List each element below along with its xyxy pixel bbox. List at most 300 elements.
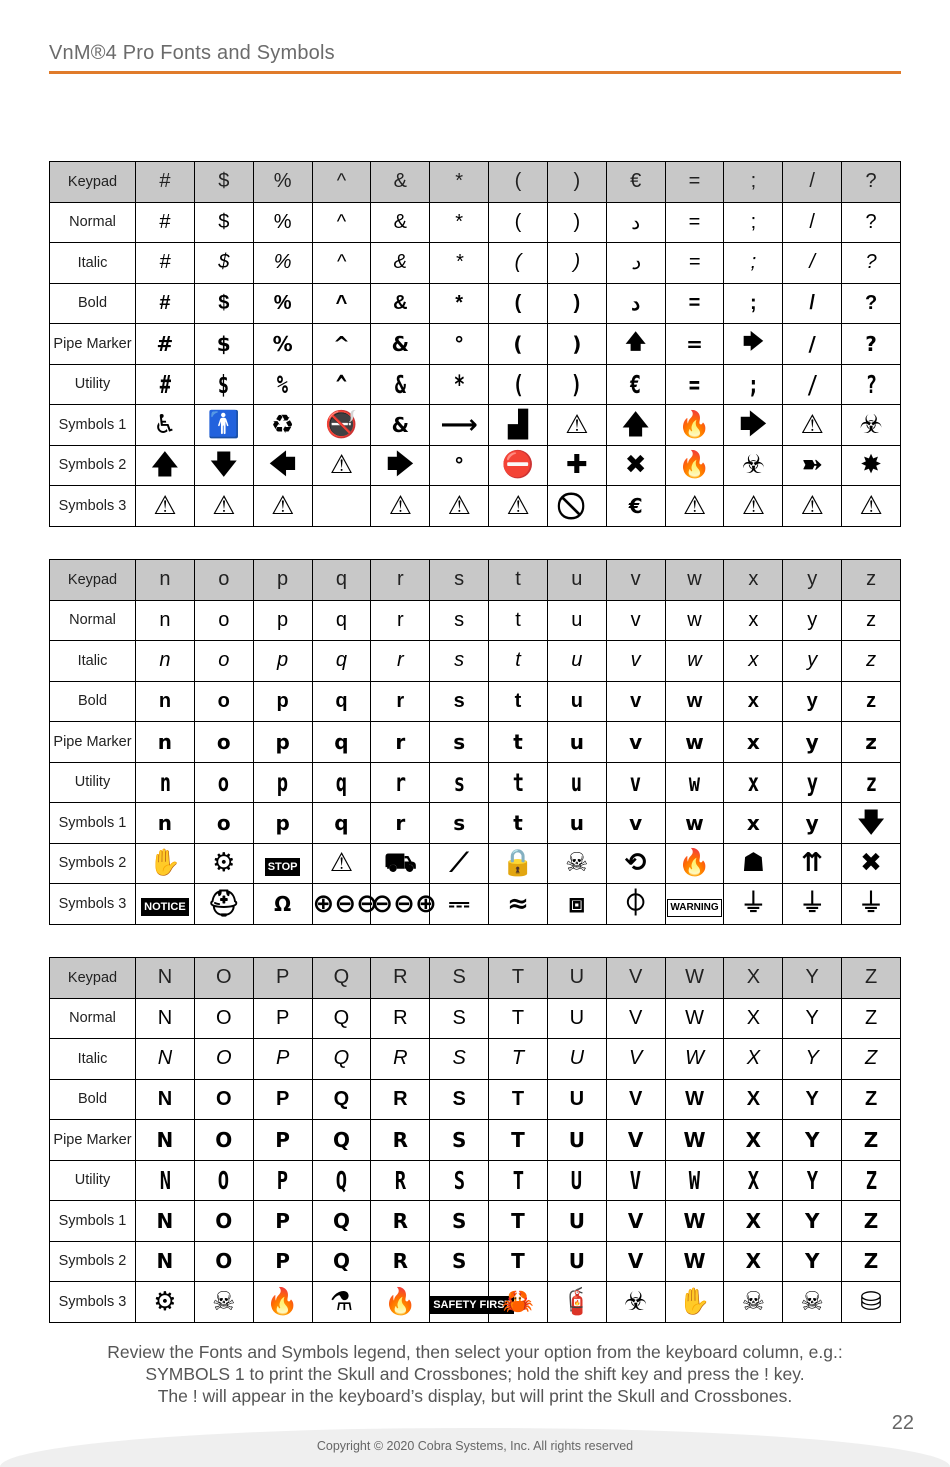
cell: X <box>724 1039 783 1080</box>
cell: x <box>724 681 783 722</box>
cell: W <box>665 1120 724 1161</box>
cell: Z <box>842 998 901 1039</box>
cell: ) <box>547 202 606 243</box>
cell: 🡅 <box>606 324 665 365</box>
arrow-up-icon: 🡅 <box>151 450 179 481</box>
first-aid-cross-icon: ✚ <box>565 450 588 481</box>
cell: R <box>371 1201 430 1242</box>
page-header-title: VnM®4 Pro Fonts and Symbols <box>49 42 335 64</box>
cell <box>194 843 253 884</box>
cell: u <box>547 641 606 682</box>
cell: 🡆 <box>724 324 783 365</box>
cell: & <box>371 324 430 365</box>
row-bold <box>50 1079 901 1120</box>
cell <box>724 884 783 925</box>
row-label: Symbols 3 <box>50 486 136 527</box>
cell: V <box>606 998 665 1039</box>
cell <box>547 1282 606 1323</box>
entanglement-icon: ⚙ <box>212 848 236 879</box>
cell: N <box>136 1120 195 1161</box>
row-label: Normal <box>50 600 136 641</box>
radio-warning-icon: ⚠ <box>212 490 236 521</box>
cell: S <box>430 958 489 999</box>
cell <box>136 1282 195 1323</box>
padlock-icon: 🔒 <box>501 848 535 879</box>
cell: s <box>430 722 489 763</box>
cell: O <box>194 958 253 999</box>
row-normal <box>50 202 901 243</box>
row-label: Bold <box>50 681 136 722</box>
cell <box>547 445 606 486</box>
header-rule <box>49 71 901 74</box>
arrow-up-icon: 🡅 <box>622 409 650 440</box>
cell: Q <box>312 1201 371 1242</box>
cell: S <box>430 998 489 1039</box>
ac-icon: ≈ <box>507 888 529 919</box>
cell: P <box>253 1039 312 1080</box>
flammable-square-icon: 🔥 <box>266 1286 299 1317</box>
cell: € <box>606 162 665 203</box>
cell <box>253 405 312 446</box>
cell: Z <box>842 1201 901 1242</box>
row-sym1 <box>50 803 901 844</box>
row-label: Symbols 1 <box>50 405 136 446</box>
cell: & <box>371 243 430 284</box>
cell: ( <box>489 202 548 243</box>
cell: R <box>371 958 430 999</box>
fire-exit-arrow-icon: ➽ <box>801 450 824 481</box>
cell: R <box>378 1160 422 1201</box>
flammable-warning-icon: ⚠ <box>800 490 824 521</box>
symbols-table-uppercase <box>49 957 901 1323</box>
cell: ; <box>731 364 775 405</box>
cell <box>371 445 430 486</box>
cell: y <box>783 681 842 722</box>
cell <box>136 843 195 884</box>
irritant-x-icon: ✖ <box>860 848 882 879</box>
cell: X <box>724 958 783 999</box>
cell: p <box>253 803 312 844</box>
cell: q <box>312 600 371 641</box>
cell <box>489 445 548 486</box>
cell: Q <box>312 1241 371 1282</box>
cell: & <box>371 202 430 243</box>
cell: ^ <box>312 162 371 203</box>
arrow-down-icon: 🡇 <box>210 450 238 481</box>
cell: o <box>194 681 253 722</box>
arrow-right-icon: 🡆 <box>386 450 414 481</box>
cell: W <box>665 1241 724 1282</box>
cell: R <box>371 1241 430 1282</box>
cell: t <box>489 560 548 601</box>
cell: x <box>731 762 775 803</box>
cell: V <box>606 1039 665 1080</box>
cell <box>547 486 606 527</box>
cell: ( <box>489 324 548 365</box>
long-arrow-right-icon: ⟶ <box>440 409 478 440</box>
cell <box>194 405 253 446</box>
cell: S <box>430 1039 489 1080</box>
biohazard-icon: ☣ <box>741 450 766 481</box>
cell: N <box>143 1160 187 1201</box>
cell: P <box>253 1201 312 1242</box>
cell <box>312 1282 371 1323</box>
cell: Y <box>783 1120 842 1161</box>
corrosive-warning-icon: ⚠ <box>682 490 707 521</box>
cell: ? <box>842 202 901 243</box>
row-italic <box>50 243 901 284</box>
cell <box>665 884 724 925</box>
cell <box>194 884 253 925</box>
cell: t <box>489 803 548 844</box>
cell: u <box>555 762 599 803</box>
cell <box>783 486 842 527</box>
arrow-down-icon: 🡇 <box>857 807 885 838</box>
cell: p <box>253 681 312 722</box>
cell <box>136 405 195 446</box>
cell: T <box>489 1079 548 1120</box>
warning-triangle-icon: ⚠ <box>800 409 824 440</box>
corrosive-icon: ⚠ <box>329 450 354 481</box>
cell: U <box>547 998 606 1039</box>
biohazard-circle-icon: ☣ <box>624 1286 648 1317</box>
cell: u <box>547 803 606 844</box>
hand-crush-icon: ✋ <box>148 848 182 879</box>
cell: t <box>489 600 548 641</box>
cell: / <box>783 202 842 243</box>
cell: # <box>136 243 195 284</box>
cell: ) <box>547 324 606 365</box>
cell: T <box>489 1120 548 1161</box>
earth-circle-icon: ⏚ <box>858 888 885 919</box>
cell: N <box>136 998 195 1039</box>
cell <box>430 486 489 527</box>
cell: T <box>496 1160 540 1201</box>
cell <box>606 405 665 446</box>
cell: / <box>783 243 842 284</box>
cell: Z <box>842 1241 901 1282</box>
cell: % <box>261 364 305 405</box>
cell <box>489 405 548 446</box>
notice-label: NOTICE <box>141 898 189 916</box>
cell <box>312 445 371 486</box>
cell: s <box>430 681 489 722</box>
cell: Z <box>842 958 901 999</box>
cell: W <box>665 1039 724 1080</box>
ground-icon: ⏚ <box>740 888 767 919</box>
cell <box>724 1282 783 1323</box>
arrow-left-icon: 🡄 <box>269 450 297 481</box>
cell <box>136 445 195 486</box>
cell <box>783 405 842 446</box>
explosive-icon: ✸ <box>860 450 882 481</box>
cell: % <box>253 202 312 243</box>
cell <box>312 843 371 884</box>
cell <box>665 405 724 446</box>
cell: y <box>783 560 842 601</box>
cell <box>665 1282 724 1323</box>
cell: U <box>555 1160 599 1201</box>
row-pipe <box>50 324 901 365</box>
cell: y <box>783 641 842 682</box>
cell: T <box>489 958 548 999</box>
cell: V <box>606 1241 665 1282</box>
cell: S <box>430 1241 489 1282</box>
cell <box>253 1282 312 1323</box>
row-label: Symbols 3 <box>50 1282 136 1323</box>
cell: r <box>371 722 430 763</box>
cell: & <box>371 405 430 446</box>
cell <box>194 1282 253 1323</box>
cell: X <box>731 1160 775 1201</box>
cell: v <box>606 681 665 722</box>
cell: ) <box>547 283 606 324</box>
cell <box>312 486 371 527</box>
cell: O <box>194 1201 253 1242</box>
cell: q <box>312 722 371 763</box>
cell: w <box>665 560 724 601</box>
cell <box>371 884 437 925</box>
skull-crossbones-icon: ☠ <box>212 1286 236 1317</box>
cell: w <box>665 803 724 844</box>
fire-extinguisher-icon: 🧯 <box>560 1286 594 1317</box>
cell: / <box>783 162 842 203</box>
cell: # <box>136 324 195 365</box>
cell <box>783 1282 842 1323</box>
cell <box>842 445 901 486</box>
cell: V <box>606 1120 665 1161</box>
cell: # <box>143 364 187 405</box>
cell <box>430 1282 512 1323</box>
cell <box>724 843 783 884</box>
cell: Y <box>783 1241 842 1282</box>
row-label: Italic <box>50 243 136 284</box>
cell: t <box>489 681 548 722</box>
cell: % <box>253 324 312 365</box>
battery-series-icon: ⊕⊖⊖ <box>312 888 378 919</box>
row-italic <box>50 641 901 682</box>
cell: د <box>606 202 665 243</box>
cell: & <box>378 364 422 405</box>
cell: Z <box>849 1160 893 1201</box>
cell: Y <box>783 1039 842 1080</box>
this-way-up-icon: ⇈ <box>801 848 824 879</box>
cell: % <box>253 243 312 284</box>
cell <box>253 486 312 527</box>
cell <box>430 843 489 884</box>
cell: w <box>665 722 724 763</box>
cell <box>136 486 195 527</box>
static-warning-icon: ⚠ <box>388 490 412 521</box>
cell <box>842 405 901 446</box>
cell <box>842 803 901 844</box>
cell <box>842 884 901 925</box>
row-pipe <box>50 722 901 763</box>
fragile-hands-icon: ☗ <box>741 848 766 879</box>
cell <box>665 445 724 486</box>
cell: ^ <box>312 283 371 324</box>
cell <box>724 405 783 446</box>
cell: z <box>842 641 901 682</box>
cell: ° <box>430 324 489 365</box>
cell <box>489 843 548 884</box>
cell: & <box>371 283 430 324</box>
cell: € <box>606 486 665 527</box>
row-utility <box>50 1160 901 1201</box>
cell: T <box>489 1039 548 1080</box>
row-label: Bold <box>50 1079 136 1120</box>
entanglement-icon: ⚙ <box>153 1286 177 1317</box>
cell <box>665 843 724 884</box>
cell: X <box>724 1201 783 1242</box>
cell: ? <box>842 162 901 203</box>
forklift-icon: ⛟ <box>383 848 417 879</box>
cell: n <box>136 681 195 722</box>
cell: * <box>430 202 489 243</box>
battery-reverse-icon: ⊖⊖⊕ <box>371 888 437 919</box>
cell: t <box>489 722 548 763</box>
cell: R <box>371 1039 430 1080</box>
cell: Q <box>312 1079 371 1120</box>
cell: Ω <box>253 884 312 925</box>
row-label: Normal <box>50 202 136 243</box>
row-pipe <box>50 1120 901 1161</box>
cell: o <box>194 641 253 682</box>
cell: Q <box>312 998 371 1039</box>
cell: T <box>489 1241 548 1282</box>
cell <box>606 884 665 925</box>
cell: N <box>136 1079 195 1120</box>
cell: * <box>437 364 481 405</box>
cell: X <box>724 998 783 1039</box>
cell: x <box>724 803 783 844</box>
cell: y <box>783 722 842 763</box>
forklift-warning-icon: ⚠ <box>565 409 589 440</box>
row-sym2 <box>50 843 901 884</box>
cell <box>783 884 842 925</box>
cell: ? <box>849 364 893 405</box>
corrosive-square-icon: ⚗ <box>329 1286 354 1317</box>
cell <box>842 843 901 884</box>
cell: Y <box>783 958 842 999</box>
row-bold <box>50 681 901 722</box>
cell: ( <box>489 243 548 284</box>
cell: د <box>606 243 665 284</box>
cell: x <box>724 641 783 682</box>
cell: n <box>136 560 195 601</box>
cell: ; <box>724 283 783 324</box>
cell: s <box>430 560 489 601</box>
instruction-note <box>49 1341 901 1407</box>
page-number: 22 <box>891 1412 914 1434</box>
cell: p <box>253 600 312 641</box>
cell <box>783 843 842 884</box>
cell: Q <box>312 958 371 999</box>
cell: Z <box>842 1120 901 1161</box>
no-smoking-icon: 🚭 <box>325 409 358 440</box>
symbols-table-punctuation <box>49 161 901 527</box>
cell: r <box>378 762 422 803</box>
cell: ) <box>547 243 606 284</box>
safety-first-label: SAFETY FIRST <box>430 1296 514 1314</box>
row-label: Keypad <box>50 958 136 999</box>
cell <box>312 884 378 925</box>
row-label: Symbols 1 <box>50 1201 136 1242</box>
cell <box>606 1282 665 1323</box>
cell: ) <box>547 162 606 203</box>
cell: V <box>606 1079 665 1120</box>
cell: w <box>672 762 716 803</box>
row-label: Keypad <box>50 560 136 601</box>
row-sym2 <box>50 445 901 486</box>
row-label: Symbols 3 <box>50 884 136 925</box>
row-keypad <box>50 162 901 203</box>
cell: T <box>489 1201 548 1242</box>
cell: S <box>430 1201 489 1242</box>
flame-icon: 🔥 <box>678 450 711 481</box>
row-utility <box>50 364 901 405</box>
cell: R <box>371 1120 430 1161</box>
cell: ? <box>842 324 901 365</box>
cell: Y <box>783 998 842 1039</box>
row-label: Symbols 2 <box>50 1241 136 1282</box>
double-insulation-icon: ⧈ <box>568 888 586 919</box>
cell: n <box>136 641 195 682</box>
cell: P <box>253 1079 312 1120</box>
cell: ^ <box>312 324 371 365</box>
cell <box>312 405 371 446</box>
row-label: Symbols 2 <box>50 445 136 486</box>
row-label: Utility <box>50 1160 136 1201</box>
magnet-warning-icon: ⚠ <box>270 490 295 521</box>
skull-circle-icon: ☠ <box>800 1286 824 1317</box>
flame-icon: 🔥 <box>678 409 711 440</box>
row-utility <box>50 762 901 803</box>
row-label: Symbols 2 <box>50 843 136 884</box>
cell: o <box>194 722 253 763</box>
row-label: Utility <box>50 762 136 803</box>
cell: $ <box>194 202 253 243</box>
cell: ° <box>430 445 489 486</box>
cell: ? <box>842 283 901 324</box>
cell: ) <box>555 364 599 405</box>
row-label: Symbols 1 <box>50 803 136 844</box>
cell: u <box>547 681 606 722</box>
cell: z <box>849 762 893 803</box>
cell: % <box>253 283 312 324</box>
cell: r <box>371 600 430 641</box>
row-label: Utility <box>50 364 136 405</box>
cell: X <box>724 1241 783 1282</box>
cell <box>783 445 842 486</box>
drum-icon: ⛁ <box>860 1286 882 1317</box>
cell: ^ <box>312 243 371 284</box>
row-sym3 <box>50 884 901 925</box>
cell <box>842 486 901 527</box>
cell: U <box>547 1079 606 1120</box>
cell <box>547 843 606 884</box>
cell: w <box>665 600 724 641</box>
row-label: Pipe Marker <box>50 722 136 763</box>
cell: q <box>312 681 371 722</box>
cell: t <box>489 641 548 682</box>
cell: x <box>724 600 783 641</box>
cell: Q <box>319 1160 363 1201</box>
cell: r <box>371 803 430 844</box>
row-label: Italic <box>50 641 136 682</box>
cell: v <box>606 560 665 601</box>
cell: w <box>665 641 724 682</box>
